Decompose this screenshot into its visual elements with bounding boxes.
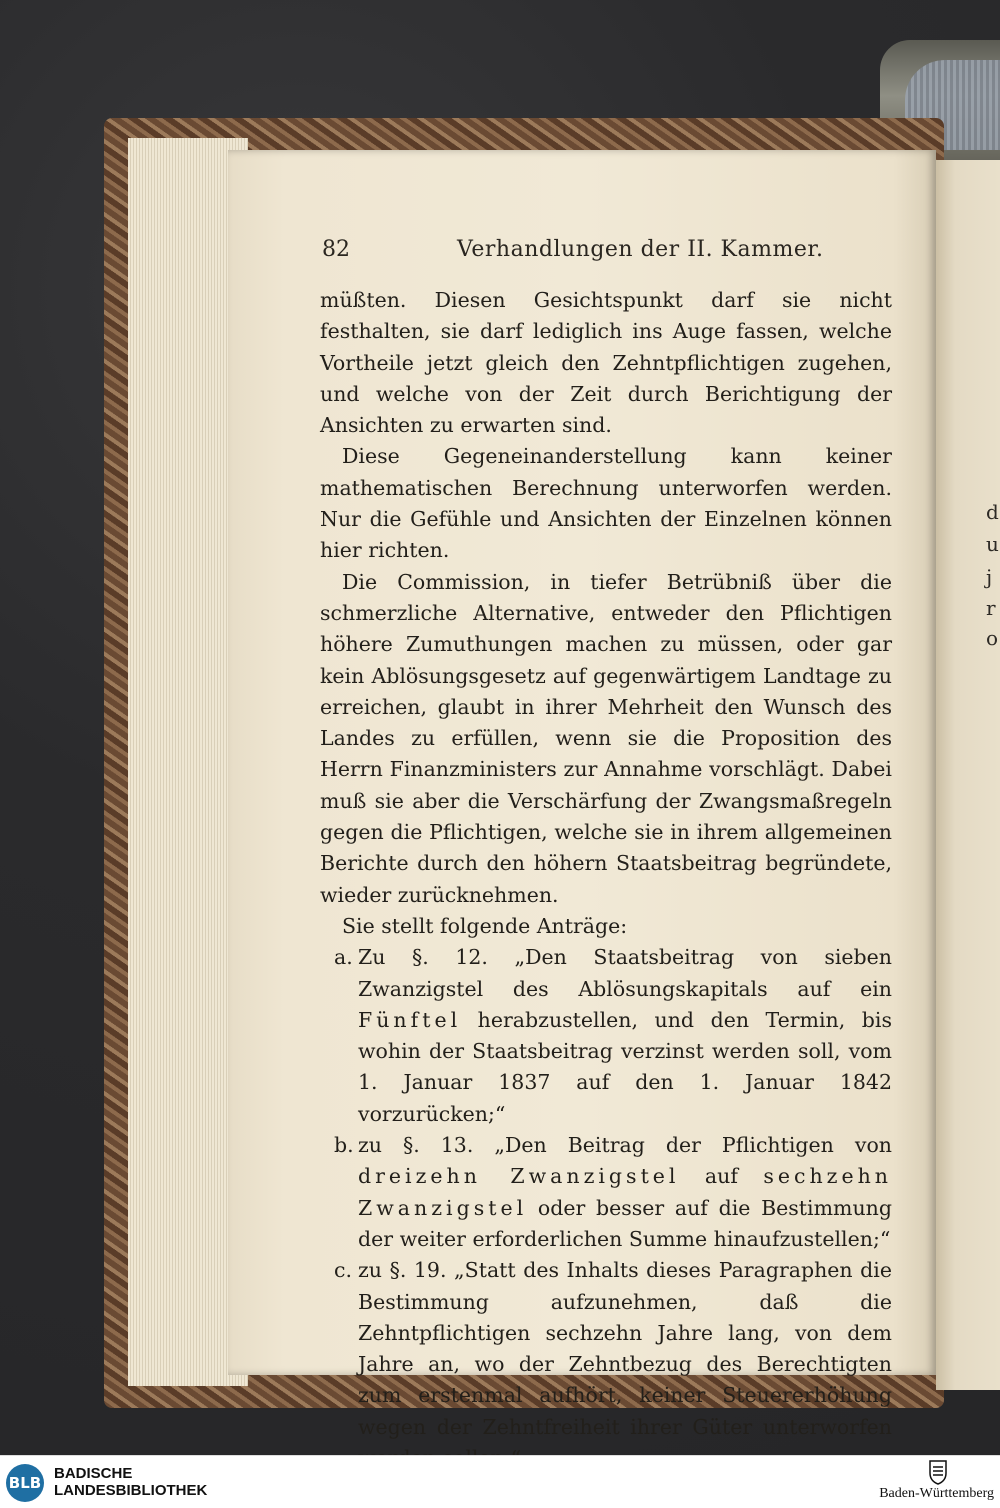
state-name[interactable]: Baden-Württemberg xyxy=(879,1486,994,1501)
item-text: auf xyxy=(679,1164,764,1189)
facing-page-letter: r xyxy=(986,596,996,620)
item-emphasis: Fünftel xyxy=(358,1007,462,1032)
list-item xyxy=(320,942,892,1130)
facing-page-letter: j xyxy=(986,565,993,589)
library-name-line: BADISCHE xyxy=(54,1465,133,1482)
item-text: herabzustellen, und den Termin, bis wohin der Staatsbeitrag verzinst werden soll, vom 1. Januar 1837 auf den 1. Januar 1842 vorzurücken;“ xyxy=(358,1007,892,1126)
item-text: zu §. 13. „Den Beitrag der Pflichtigen von xyxy=(358,1133,892,1158)
library-name[interactable] xyxy=(54,1465,207,1499)
facing-page-strip xyxy=(936,160,1000,1390)
page-body xyxy=(320,285,892,1506)
facing-page-letter: u xyxy=(986,532,999,556)
facing-page-letter: o xyxy=(986,626,999,650)
library-name-line: LANDESBIBLIOTHEK xyxy=(54,1482,208,1499)
paragraph: müßten. Diesen Gesichtspunkt darf sie nicht festhalten, sie darf lediglich ins Auge fassen, welche Vortheile jetzt gleich den Zehntpflichtigen zugehen, und welche von der Zeit durch Berichtigung der Ansichten zu erwarten sind. xyxy=(320,288,892,438)
list-item xyxy=(320,1130,892,1255)
item-marker: b. xyxy=(334,1133,354,1158)
item-text: zu §. 19. „Statt des Inhalts dieses Paragraphen die Bestimmung aufzunehmen, daß die Zehntpflichtigen sechzehn Jahre lang, von dem Jahre an, wo der Zehntbezug des Berechtigten zum erstenmal aufhört, keiner Steuererhöhung wegen der Zehntfreiheit ihrer Güter unterworfen xyxy=(358,1258,892,1439)
paragraph: Sie stellt folgende Anträge: xyxy=(342,913,628,938)
footer-bar xyxy=(0,1455,1000,1508)
item-text: Zu §. 12. „Den Staatsbeitrag von sieben Zwanzigstel des Ablösungskapitals auf ein xyxy=(358,945,892,1001)
blb-logo[interactable]: BLB xyxy=(6,1464,44,1502)
paragraph: Diese Gegeneinanderstellung kann keiner mathematischen Berechnung unterworfen werden. Nur die Gefühle und Ansichten der Einzelnen können hier richten. xyxy=(320,444,892,563)
item-marker: a. xyxy=(334,945,353,970)
item-marker: c. xyxy=(334,1258,352,1283)
item-text: oder besser auf die Bestimmung der weiter erforderlichen Summe hinaufzustellen;“ xyxy=(358,1195,892,1251)
state-crest-icon xyxy=(928,1459,948,1485)
item-emphasis: dreizehn Zwanzigstel xyxy=(358,1164,680,1189)
page-number: 82 xyxy=(322,237,350,262)
facing-page-letter: d xyxy=(986,500,999,524)
list-item xyxy=(320,1255,892,1474)
paragraph: Die Commission, in tiefer Betrübniß über die schmerzliche Alternative, entweder den Pflichtigen höhere Zumuthungen machen zu müssen, oder gar kein Ablösungsgesetz auf gegenwärtigem Landtage zu erreichen, glaubt in ihrer Mehrheit den Wunsch des Landes zu erfüllen, wenn sie die Proposition des Herrn Finanzministers zur Annahme vorschlägt. Dabei muß sie aber die Verschärfung der Zwangsmaßregeln gegen die Pflichtigen, welche sie in ihrem allgemeinen Berichte durch den höhern Staatsbeitrag begründete, wieder zurücknehmen. xyxy=(320,569,892,907)
page-header xyxy=(322,237,892,273)
running-head: Verhandlungen der II. Kammer. xyxy=(457,237,824,262)
item-emphasis: sechzehn Zwanzigstel xyxy=(358,1164,893,1220)
